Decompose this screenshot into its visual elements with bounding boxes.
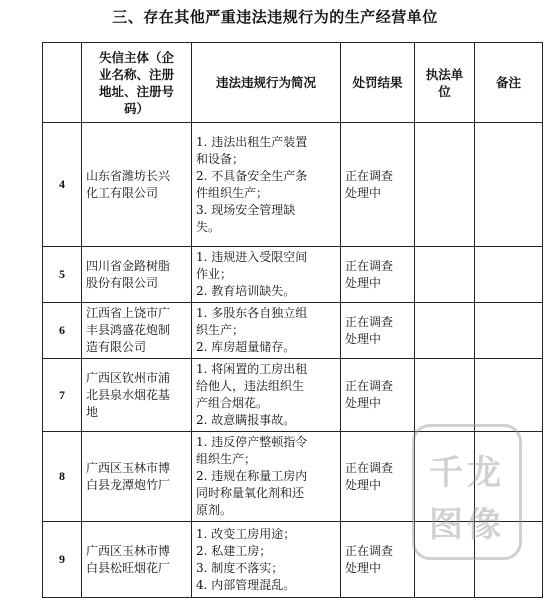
agency-cell — [415, 247, 475, 303]
remark-cell — [475, 303, 543, 359]
violation-cell: 1. 改变工房用途； 2. 私建工房； 3. 制度不落实； 4. 内部管理混乱。 — [192, 522, 341, 598]
result-cell: 正在调查 处理中 — [341, 123, 415, 247]
agency-cell — [415, 303, 475, 359]
entity-cell: 四川省金路树脂 股份有限公司 — [82, 247, 192, 303]
result-cell: 正在调查 处理中 — [341, 247, 415, 303]
result-cell: 正在调查 处理中 — [341, 432, 415, 522]
agency-cell — [415, 359, 475, 432]
header-violation: 违法违规行为简况 — [192, 43, 341, 123]
row-number: 6 — [43, 303, 82, 359]
violation-cell: 1. 多股东各自独立组 织生产； 2. 库房超量储存。 — [192, 303, 341, 359]
header-remark: 备注 — [475, 43, 543, 123]
entity-cell: 广西区玉林市博 白县龙潭炮竹厂 — [82, 432, 192, 522]
row-number: 7 — [43, 359, 82, 432]
row-number: 5 — [43, 247, 82, 303]
entity-cell: 江西省上饶市广 丰县鸿盛花炮制 造有限公司 — [82, 303, 192, 359]
watermark-logo — [412, 424, 522, 560]
result-cell: 正在调查 处理中 — [341, 522, 415, 598]
remark-cell — [475, 247, 543, 303]
entity-cell: 广西区玉林市博 白县松旺烟花厂 — [82, 522, 192, 598]
entity-cell: 广西区钦州市浦 北县泉水烟花基 地 — [82, 359, 192, 432]
header-num-cell — [43, 43, 82, 123]
remark-cell — [475, 359, 543, 432]
watermark-line1: 千龙 — [429, 453, 505, 493]
row-number: 8 — [43, 432, 82, 522]
entity-cell: 山东省潍坊长兴 化工有限公司 — [82, 123, 192, 247]
table-row — [43, 123, 543, 247]
row-number: 9 — [43, 522, 82, 598]
row-number: 4 — [43, 123, 82, 247]
remark-cell — [475, 123, 543, 247]
agency-cell — [415, 123, 475, 247]
violation-cell: 1. 违规进入受限空间 作业； 2. 教育培训缺失。 — [192, 247, 341, 303]
header-agency: 执法单 位 — [415, 43, 475, 123]
table-row — [43, 303, 543, 359]
watermark-line2: 图像 — [429, 505, 505, 545]
violation-cell: 1. 将闲置的工房出租 给他人，违法组织生 产组合烟花。 2. 故意瞒报事故。 — [192, 359, 341, 432]
table-header-row — [43, 43, 543, 123]
result-cell: 正在调查 处理中 — [341, 303, 415, 359]
violation-cell: 1. 违反停产整顿指令 组织生产； 2. 违规在称量工房内 同时称量氧化剂和还 原剂。 — [192, 432, 341, 522]
violation-cell: 1. 违法出租生产装置 和设备； 2. 不具备安全生产条 件组织生产； 3. 现场安全管理缺 失。 — [192, 123, 341, 247]
header-result: 处罚结果 — [341, 43, 415, 123]
table-row — [43, 247, 543, 303]
header-entity: 失信主体（企 业名称、注册 地址、注册号 码） — [82, 43, 192, 123]
result-cell: 正在调查 处理中 — [341, 359, 415, 432]
table-row — [43, 359, 543, 432]
document-title: 三、存在其他严重违法违规行为的生产经营单位 — [112, 8, 438, 26]
